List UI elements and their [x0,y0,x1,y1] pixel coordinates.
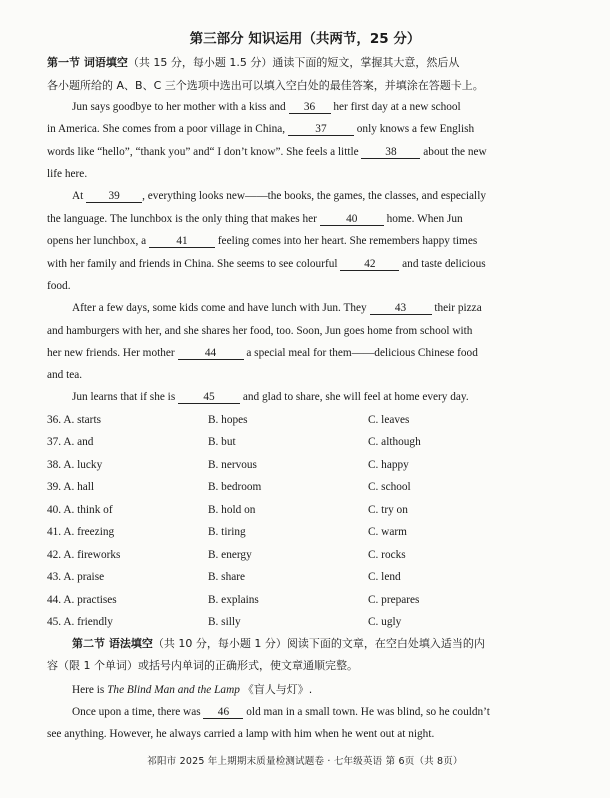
blank-46: 46 [203,706,243,719]
passage-line: life here. [47,168,88,180]
passage-line: and tea. [47,369,83,381]
passage-line [72,390,550,404]
option-b: B. energy [208,549,252,561]
passage-text: and taste delicious [402,258,486,270]
passage-line [47,145,550,159]
option-a: 36. A. starts [47,414,101,426]
passage-text: old man in a small town. He was blind, so he couldn’t [246,706,490,718]
passage-line: food. [47,280,71,292]
option-b: B. silly [208,616,241,628]
blank-44: 44 [178,347,244,360]
passage-text: Once upon a time, there was [72,706,201,718]
option-b: B. explains [208,594,259,606]
passage-text: their pizza [434,302,482,314]
passage-text: home. When Jun [386,213,463,225]
option-c: C. try on [368,504,408,516]
section2-instructions-line2: 容（限 1 个单词）或括号内单词的正确形式，使文章通顺完整。 [47,659,358,672]
passage-text: Jun says goodbye to her mother with a kiss and [72,101,286,113]
option-a: 45. A. friendly [47,616,113,628]
passage-line [72,100,550,114]
passage-text: , everything looks new——the books, the games, the classes, and especially [142,190,486,202]
section1-instr-text: （共 15 分，每小题 1.5 分）通读下面的短文，掌握其大意，然后从 [127,56,460,69]
option-c: C. happy [368,459,409,471]
passage-text: Here is [72,684,105,696]
passage-text: her first day at a new school [333,101,461,113]
passage-text: feeling comes into her heart. She remembers happy times [217,235,478,247]
passage-text: her new friends. Her mother [47,347,175,359]
option-a: 42. A. fireworks [47,549,121,561]
story-title-cn: 《盲人与灯》. [242,683,313,696]
section1-instructions-line2: 各小题所给的 A、B、C 三个选项中选出可以填入空白处的最佳答案，并填涂在答题卡上。 [47,79,484,92]
section2-instr-text: （共 10 分，每小题 1 分）阅读下面的文章，在空白处填入适当的内 [152,637,485,650]
option-a: 40. A. think of [47,504,113,516]
passage-line [47,234,550,248]
passage-text: with her family and friends in China. She seems to see colourful [47,258,338,270]
blank-40: 40 [320,213,384,226]
passage-text: At [72,190,84,202]
option-c: C. lend [368,571,401,583]
option-c: C. ugly [368,616,402,628]
option-b: B. nervous [208,459,257,471]
passage-line: and hamburgers with her, and she shares her food, too. Soon, Jun goes home from school with [47,325,473,337]
page-footer: 祁阳市 2025 年上期期末质量检测试题卷 · 七年级英语 第 6页（共 8页） [147,756,463,767]
blank-37: 37 [288,123,354,136]
option-a: 41. A. freezing [47,526,115,538]
passage-text: only knows a few English [356,123,475,135]
passage-line [72,301,550,315]
passage-text: After a few days, some kids come and have lunch with Jun. They [72,302,367,314]
passage-text: a special meal for them——delicious Chinese food [246,347,478,359]
option-c: C. school [368,481,411,493]
option-a: 39. A. hall [47,481,95,493]
passage-line [47,346,550,360]
passage-text: Jun learns that if she is [72,391,176,403]
passage-text: about the new [423,146,487,158]
option-a: 43. A. praise [47,571,105,583]
blank-38: 38 [361,146,420,159]
option-b: B. hold on [208,504,256,516]
option-a: 38. A. lucky [47,459,103,471]
option-b: B. share [208,571,246,583]
passage-text: in America. She comes from a poor village in China, [47,123,286,135]
passage-line: see anything. However, he always carried a lamp with him when he went out at night. [47,728,435,740]
story-title: The Blind Man and the Lamp [107,684,240,696]
option-b: B. hopes [208,414,248,426]
option-a: 44. A. practises [47,594,117,606]
passage-text: opens her lunchbox, a [47,235,147,247]
option-b: B. bedroom [208,481,262,493]
option-c: C. leaves [368,414,410,426]
option-a: 37. A. and [47,436,94,448]
passage-text: and glad to share, she will feel at home every day. [242,391,469,403]
option-b: B. tiring [208,526,246,538]
blank-42: 42 [340,258,399,271]
blank-45: 45 [178,391,240,404]
passage-line [47,212,550,226]
passage-line [47,122,550,136]
option-c: C. rocks [368,549,406,561]
page-title: 第三部分 知识运用（共两节，25 分） [189,31,421,47]
passage-line [72,683,550,697]
passage-line [47,257,550,271]
section2-instructions-line1 [72,637,550,651]
passage-text: the language. The lunchbox is the only thing that makes her [47,213,317,225]
option-c: C. prepares [368,594,420,606]
passage-line [72,189,550,203]
passage-text: words like “hello”, “thank you” and“ I don’t know”. She feels a little [47,146,359,158]
passage-line [72,705,550,719]
blank-36: 36 [289,101,331,114]
blank-39: 39 [86,190,142,203]
option-b: B. but [208,436,236,448]
blank-41: 41 [149,235,215,248]
blank-43: 43 [370,302,432,315]
section2-heading: 第二节 语法填空 [72,637,153,650]
option-c: C. although [368,436,421,448]
option-c: C. warm [368,526,407,538]
section1-heading: 第一节 词语填空 [47,56,128,69]
section1-instructions-line1 [47,56,550,70]
